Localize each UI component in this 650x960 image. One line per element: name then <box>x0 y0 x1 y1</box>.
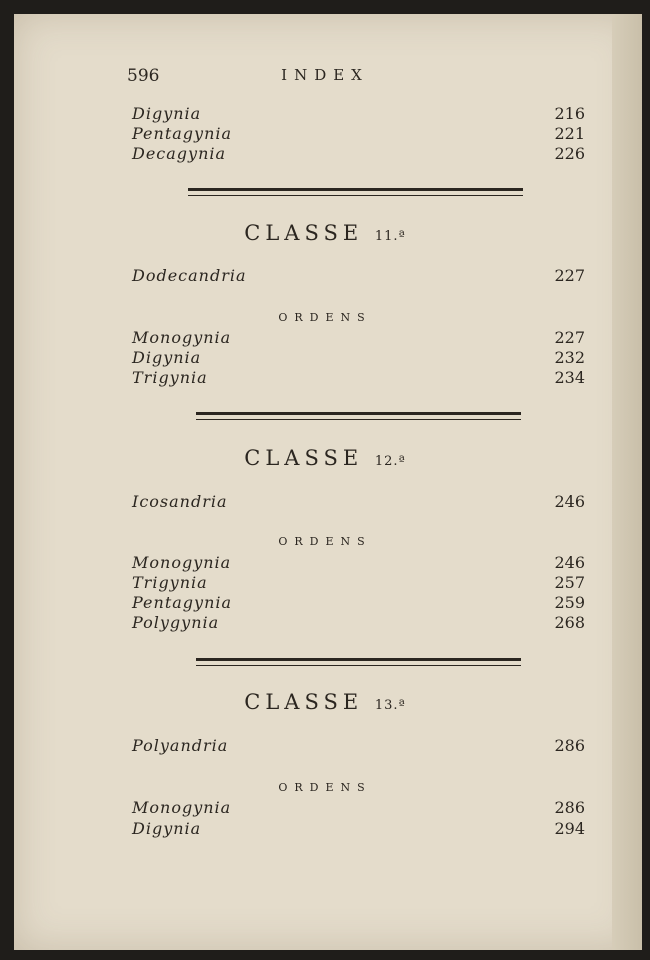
entry-name: Trigynia <box>132 368 208 387</box>
entry-name: Digynia <box>132 819 202 838</box>
page-spine <box>612 14 642 950</box>
ordens-heading: ORDENS <box>278 311 372 324</box>
section-divider <box>196 658 521 666</box>
entry-name: Pentagynia <box>132 593 233 612</box>
index-entry <box>132 124 585 146</box>
index-entry <box>132 593 585 615</box>
entry-name: Digynia <box>132 348 202 367</box>
entry-name: Monogynia <box>132 553 232 572</box>
entry-page: 286 <box>554 798 585 817</box>
entry-page: 226 <box>554 144 585 163</box>
section-divider <box>196 412 521 420</box>
entry-name: Trigynia <box>132 573 208 592</box>
index-entry <box>132 819 585 841</box>
entry-name: Icosandria <box>132 492 228 511</box>
class-entry <box>132 266 585 288</box>
index-entry <box>132 573 585 595</box>
entry-name: Monogynia <box>132 328 232 347</box>
entry-page: 257 <box>554 573 585 592</box>
entry-name: Digynia <box>132 104 202 123</box>
index-entry <box>132 553 585 575</box>
entry-page: 232 <box>554 348 585 367</box>
index-entry <box>132 613 585 635</box>
entry-page: 246 <box>554 553 585 572</box>
classe-number: 12.ª <box>374 454 406 469</box>
index-entry <box>132 328 585 350</box>
classe-heading <box>0 446 650 470</box>
classe-label: CLASSE <box>244 221 364 245</box>
entry-page: 294 <box>554 819 585 838</box>
entry-page: 286 <box>554 736 585 755</box>
entry-name: Decagynia <box>132 144 227 163</box>
entry-page: 227 <box>554 328 585 347</box>
classe-heading <box>0 221 650 245</box>
class-entry <box>132 736 585 758</box>
classe-heading <box>0 690 650 714</box>
classe-number: 13.ª <box>374 698 406 713</box>
index-entry <box>132 348 585 370</box>
ordens-heading: ORDENS <box>278 781 372 794</box>
index-entry <box>132 798 585 820</box>
entry-name: Pentagynia <box>132 124 233 143</box>
classe-number: 11.ª <box>374 229 406 244</box>
running-header: INDEX <box>281 66 369 84</box>
ordens-heading: ORDENS <box>278 535 372 548</box>
index-entry <box>132 144 585 166</box>
entry-page: 221 <box>554 124 585 143</box>
entry-page: 216 <box>554 104 585 123</box>
entry-name: Monogynia <box>132 798 232 817</box>
entry-name: Polygynia <box>132 613 220 632</box>
classe-label: CLASSE <box>244 446 364 470</box>
entry-page: 234 <box>554 368 585 387</box>
entry-page: 227 <box>554 266 585 285</box>
page-number: 596 <box>127 66 160 86</box>
entry-name: Dodecandria <box>132 266 247 285</box>
index-entry <box>132 104 585 126</box>
classe-label: CLASSE <box>244 690 364 714</box>
entry-page: 246 <box>554 492 585 511</box>
entry-page: 268 <box>554 613 585 632</box>
class-entry <box>132 492 585 514</box>
index-entry <box>132 368 585 390</box>
section-divider <box>188 188 523 196</box>
entry-name: Polyandria <box>132 736 229 755</box>
entry-page: 259 <box>554 593 585 612</box>
